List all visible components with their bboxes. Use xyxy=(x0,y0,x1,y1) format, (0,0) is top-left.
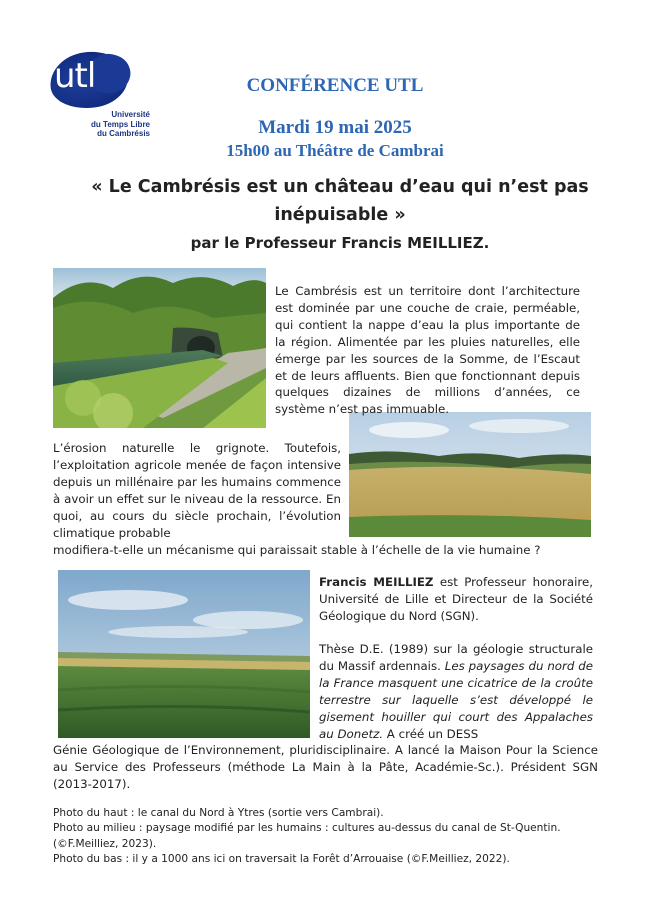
intro-paragraph-continued: L’érosion naturelle le grignote. Toutefois, l’exploitation agricole menée de façon intensive depuis un millénaire par les humains commence à avoir un effet sur le niveau de la ressource. En quoi, au cours du siècle prochain, l’évolution climatique probable xyxy=(53,441,341,540)
conference-heading: CONFÉRENCE UTL xyxy=(246,75,424,96)
caption-bottom: Photo du bas : il y a 1000 ans ici on traversait la Forêt d’Arrouaise (©F.Meilliez, 2022). xyxy=(53,853,510,866)
logo-subtitle xyxy=(70,110,150,139)
speaker-name: Francis MEILLIEZ xyxy=(319,575,434,589)
intro-paragraph: Le Cambrésis est un territoire dont l’architecture est dominée par une couche de craie, perméable, qui contient la nappe d’eau la plus importante de la région. Alimentée par les pluies naturelles, elle émerge par les sources de la Somme, de l’Escaut et de leurs affluents. Bien que fonctionnant depuis quelques dizaines de millions d’années, ce système n’est pas immuable. xyxy=(275,284,580,417)
logo-subtitle-line: Université xyxy=(111,110,150,119)
fields-photo xyxy=(349,412,591,537)
canal-photo xyxy=(53,268,266,428)
logo-subtitle-line: du Temps Libre xyxy=(91,119,150,129)
talk-title xyxy=(60,173,620,229)
event-time-place: 15h00 au Théâtre de Cambrai xyxy=(226,141,444,160)
caption-top: Photo du haut : le canal du Nord à Ytres (sortie vers Cambrai). xyxy=(53,807,384,819)
talk-title-line: inépuisable » xyxy=(274,205,406,225)
bio-thesis xyxy=(319,641,593,742)
caption-middle-credit: (©F.Meilliez, 2023). xyxy=(53,837,157,850)
bio-intro-text: est Professeur honoraire, Université de Lille et Directeur de la Société Géologique du Nord (SGN). xyxy=(319,575,593,623)
talk-title-line: « Le Cambrésis est un château d’eau qui n’est pas xyxy=(91,177,589,197)
photo-captions xyxy=(53,806,613,868)
caption-middle: Photo au milieu : paysage modifié par les humains : cultures au-dessus du canal de St-Quentin. xyxy=(53,822,561,835)
bio-career: Génie Géologique de l’Environnement, pluridisciplinaire. A lancé la Maison Pour la Science au Service des Professeurs (méthode La Main à la Pâte, Académie-Sc.). Président SGN (2013-2017). xyxy=(53,743,598,791)
logo-subtitle-line: du Cambrésis xyxy=(97,129,150,138)
bio-thesis-text: Thèse D.E. (1989) sur la géologie structurale du Massif ardennais. xyxy=(319,642,593,673)
intro-paragraph-end: modifiera-t-elle un mécanisme qui paraissait stable à l’échelle de la vie humaine ? xyxy=(53,543,541,557)
logo-text: utl xyxy=(54,56,96,96)
speaker-line: par le Professeur Francis MEILLIEZ. xyxy=(190,234,490,252)
bio-intro xyxy=(319,574,593,625)
utl-logo xyxy=(48,50,158,142)
event-date: Mardi 19 mai 2025 xyxy=(258,117,412,138)
bio-thesis-quote: Les paysages du nord de la France masquent une cicatrice de la croûte terrestre sur laquelle s’est développé le gisement houiller qui court des Appalaches au Donetz. xyxy=(319,658,593,741)
bio-thesis-tail: A créé un DESS xyxy=(383,726,479,741)
landscape-photo xyxy=(58,570,310,738)
